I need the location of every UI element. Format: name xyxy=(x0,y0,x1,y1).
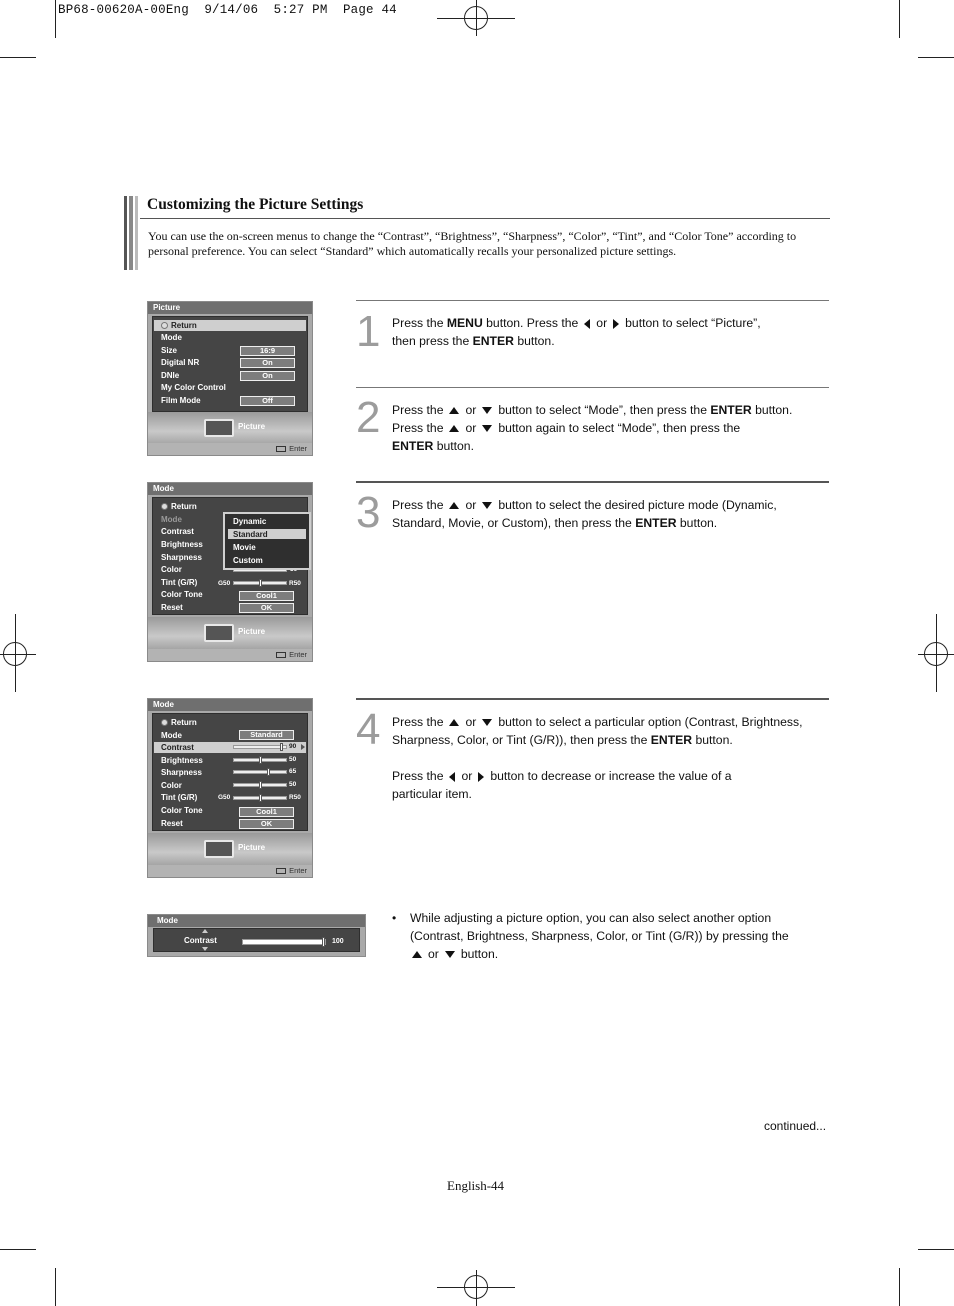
brightness-slider xyxy=(233,758,287,762)
osd-item-color-tone: Color Tone xyxy=(161,590,203,599)
arrow-up-icon xyxy=(449,719,459,726)
step-2-text: Press the or button to select “Mode”, then press the ENTER button. Press the or button again to select “Mode”, then press the ENTER button. xyxy=(392,403,793,453)
color-value: 50 xyxy=(289,781,297,788)
osd-value-color-tone: Cool1 xyxy=(239,807,294,817)
arrow-down-icon xyxy=(482,502,492,509)
osd-value-size: 16:9 xyxy=(240,346,295,356)
osd-item-size: Size xyxy=(161,346,178,355)
step-3-rule xyxy=(356,481,829,483)
step-1-number: 1 xyxy=(356,307,381,356)
contrast-slider xyxy=(233,745,287,749)
osd-enter-hint: Enter xyxy=(276,444,307,453)
crop-mark xyxy=(918,57,954,58)
tv-icon xyxy=(204,419,234,437)
osd-item-film-mode: Film Mode xyxy=(161,396,201,405)
osd-item-contrast: Contrast xyxy=(161,743,194,752)
osd-item-mode: Mode xyxy=(161,731,182,740)
osd-bottom-label: Picture xyxy=(238,843,266,852)
tint-left-label: G50 xyxy=(218,580,231,587)
sharpness-slider xyxy=(233,770,287,774)
osd-value-mode: Standard xyxy=(239,730,294,740)
contrast-slider xyxy=(242,939,326,945)
osd-bottom-label: Picture xyxy=(238,627,266,636)
crop-mark xyxy=(476,0,477,36)
crop-mark xyxy=(0,654,36,655)
arrow-left-icon xyxy=(584,319,590,329)
osd-value-color-tone: Cool1 xyxy=(239,591,294,601)
osd-mode-adjust-menu xyxy=(147,698,313,878)
step-2-rule xyxy=(356,387,829,388)
enter-icon xyxy=(276,652,286,658)
osd-menu-panel xyxy=(152,713,308,831)
osd-item-tint: Tint (G/R) xyxy=(161,793,198,802)
enter-icon xyxy=(276,446,286,452)
osd-item-return: Return xyxy=(161,502,197,511)
arrow-up-icon xyxy=(412,951,422,958)
osd-item-brightness: Brightness xyxy=(161,540,203,549)
osd-menu-panel xyxy=(152,316,308,412)
arrow-right-icon xyxy=(613,319,619,329)
bullet-mark: • xyxy=(392,911,397,925)
contrast-slider-knob xyxy=(322,937,325,947)
arrow-left-icon xyxy=(449,772,455,782)
title-rule xyxy=(140,218,830,219)
step-3-text: Press the or button to select the desired picture mode (Dynamic, Standard, Movie, or Custom), then press the ENTER button. xyxy=(392,498,777,530)
crop-mark xyxy=(0,57,36,58)
return-icon xyxy=(161,719,168,726)
arrow-up-icon xyxy=(449,407,459,414)
tint-right-label: R50 xyxy=(289,580,301,587)
crop-mark xyxy=(918,1249,954,1250)
step-4-rule xyxy=(356,698,829,700)
arrow-down-icon xyxy=(482,407,492,414)
osd-item-return: Return xyxy=(161,718,197,727)
crop-mark xyxy=(936,614,937,692)
osd-item-my-color-control: My Color Control xyxy=(161,383,226,392)
osd-item-color: Color xyxy=(161,565,182,574)
osd-value-digital-nr: On xyxy=(240,358,295,368)
bullet-note: While adjusting a picture option, you can also select another option (Contrast, Brightness, Sharpness, Color, or Tint (G/R)) by pressing the or button. xyxy=(410,911,789,961)
osd-bottom-bar xyxy=(148,617,312,649)
crop-mark xyxy=(899,0,900,38)
sharpness-value: 65 xyxy=(289,768,297,775)
arrow-right-icon xyxy=(301,744,305,750)
arrow-down-icon xyxy=(482,719,492,726)
osd-bottom-bar xyxy=(148,412,312,444)
osd-enter-hint: Enter xyxy=(276,866,307,875)
arrow-up-icon xyxy=(449,502,459,509)
osd-footer xyxy=(148,865,312,877)
osd-contrast-bar xyxy=(147,914,366,957)
arrow-down-icon xyxy=(445,951,455,958)
osd-value-dnie: On xyxy=(240,371,295,381)
popup-item-dynamic: Dynamic xyxy=(233,517,267,526)
tint-slider xyxy=(233,796,287,800)
arrow-down-icon xyxy=(202,947,208,951)
step-3-number: 3 xyxy=(356,488,381,537)
contrast-value: 90 xyxy=(289,743,297,750)
crop-mark xyxy=(15,614,16,692)
osd-item-color: Color xyxy=(161,781,182,790)
tv-icon xyxy=(204,840,234,858)
osd-item-mode: Mode xyxy=(161,333,182,342)
osd-item-reset: Reset xyxy=(161,603,183,612)
section-title: Customizing the Picture Settings xyxy=(147,196,364,213)
osd-item-contrast: Contrast xyxy=(161,527,194,536)
osd-bar-panel xyxy=(153,928,360,952)
step-4-number: 4 xyxy=(356,705,381,754)
osd-bottom-label: Picture xyxy=(238,422,266,431)
osd-item-dnie: DNIe xyxy=(161,371,180,380)
tint-slider xyxy=(233,581,287,585)
crop-mark xyxy=(0,1249,36,1250)
osd-enter-hint: Enter xyxy=(276,650,307,659)
popup-item-movie: Movie xyxy=(233,543,256,552)
arrow-right-icon xyxy=(478,772,484,782)
osd-value-reset: OK xyxy=(239,603,294,613)
osd-title: Picture xyxy=(148,302,312,314)
section-side-bar xyxy=(124,196,138,270)
color-slider xyxy=(233,783,287,787)
contrast-slider-knob xyxy=(280,743,283,751)
intro-paragraph: You can use the on-screen menus to change the “Contrast”, “Brightness”, “Sharpness”, “Color”, “Tint”, and “Color Tone” according to personal preference. You can select “Standard” which automatically recalls your personalized picture settings. xyxy=(148,229,797,258)
step-1-text: Press the MENU button. Press the or button to select “Picture”, then press the ENTER button. xyxy=(392,316,761,348)
osd-bottom-bar xyxy=(148,833,312,865)
mode-popup xyxy=(223,512,311,570)
osd-item-color-tone: Color Tone xyxy=(161,806,203,815)
osd-item-brightness: Brightness xyxy=(161,756,203,765)
print-header-stamp: BP68-00620A-00Eng 9/14/06 5:27 PM Page 44 xyxy=(58,3,397,17)
color-slider-knob xyxy=(259,781,262,789)
crop-mark xyxy=(899,1268,900,1306)
osd-picture-menu xyxy=(147,301,313,456)
osd-title: Mode xyxy=(148,699,312,711)
crop-mark xyxy=(55,1268,56,1306)
osd-mode-popup-menu xyxy=(147,482,313,662)
osd-item-tint: Tint (G/R) xyxy=(161,578,198,587)
step-4-text: Press the or button to select a particular option (Contrast, Brightness, Sharpness, Color, or Tint (G/R)), then press the ENTER button. Press the or button to decrease or increase the value of a particular item. xyxy=(392,715,803,801)
osd-footer xyxy=(148,649,312,661)
crop-mark xyxy=(55,0,56,38)
osd-item-digital-nr: Digital NR xyxy=(161,358,200,367)
tint-right-label: R50 xyxy=(289,794,301,801)
contrast-label: Contrast xyxy=(184,936,217,945)
popup-item-custom: Custom xyxy=(233,556,263,565)
osd-menu-panel xyxy=(152,497,308,615)
tv-icon xyxy=(204,624,234,642)
popup-item-standard: Standard xyxy=(233,530,268,539)
brightness-value: 50 xyxy=(289,756,297,763)
contrast-value: 100 xyxy=(332,938,344,945)
brightness-slider-knob xyxy=(259,756,262,764)
return-icon xyxy=(161,322,168,329)
osd-item-sharpness: Sharpness xyxy=(161,553,202,562)
page-number: English-44 xyxy=(447,1178,505,1193)
osd-item-mode: Mode xyxy=(161,515,182,524)
arrow-down-icon xyxy=(482,425,492,432)
osd-title: Mode xyxy=(148,915,365,927)
osd-value-film-mode: Off xyxy=(240,396,295,406)
step-1-rule xyxy=(356,300,829,301)
tint-slider-knob xyxy=(259,794,262,802)
osd-value-reset: OK xyxy=(239,819,294,829)
osd-title: Mode xyxy=(148,483,312,495)
return-icon xyxy=(161,503,168,510)
arrow-up-icon xyxy=(202,929,208,933)
continued-note: continued... xyxy=(764,1119,827,1133)
crop-mark xyxy=(476,1270,477,1306)
arrow-up-icon xyxy=(449,425,459,432)
enter-icon xyxy=(276,868,286,874)
tint-slider-knob xyxy=(259,579,262,587)
osd-footer xyxy=(148,443,312,455)
osd-item-reset: Reset xyxy=(161,819,183,828)
osd-item-return: Return xyxy=(161,321,197,330)
sharpness-slider-knob xyxy=(267,768,270,776)
tint-left-label: G50 xyxy=(218,794,231,801)
step-2-number: 2 xyxy=(356,393,381,442)
osd-item-sharpness: Sharpness xyxy=(161,768,202,777)
